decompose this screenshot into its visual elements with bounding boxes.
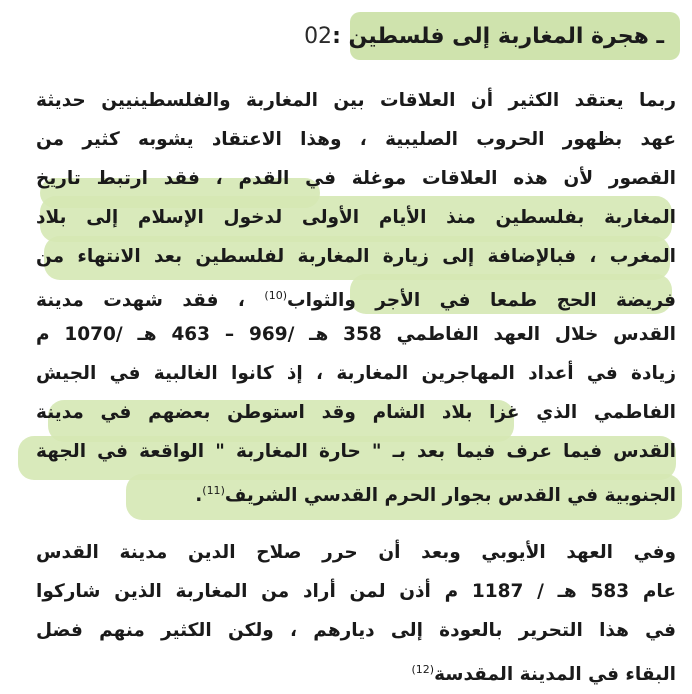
section-heading [304, 12, 680, 60]
text-line: عهد بظهور الحروب الصليبية ، وهذا الاعتقاد يشوبه كثير من [36, 129, 676, 150]
line6-tail: ، فقد شهدت مدينة [36, 290, 245, 312]
text-line-last [36, 472, 676, 510]
text-line: القصور لأن هذه العلاقات موغلة في القدم ، فقد ارتبط تاريخ [36, 168, 676, 189]
text-line-last [36, 651, 676, 689]
section-number: 02 [304, 23, 333, 49]
text-line: عام 583 هـ / 1187 م أذن لمن أراد من المغاربة الذين شاركوا [36, 581, 676, 602]
text-line: الفاطمي الذي غزا بلاد الشام وقد استوطن بعضهم في مدينة [36, 402, 676, 423]
text-line: القدس خلال العهد الفاطمي 358 هـ /969 – 463 هـ /1070 م [36, 324, 676, 345]
footnote-marker-12[interactable]: (12) [411, 663, 435, 676]
text-line: المغرب ، فبالإضافة إلى زيارة المغاربة لفلسطين بعد الانتهاء من [36, 246, 676, 267]
text-line-with-footnote [36, 277, 676, 315]
text-line: في هذا التحرير بالعودة إلى ديارهم ، ولكن الكثير منهم فضل [36, 620, 676, 641]
paragraph1-end: الجنوبية في القدس بجوار الحرم القدسي الشريف [224, 485, 676, 507]
text-line: القدس فيما عرف فيما بعد بـ " حارة المغاربة " الواقعة في الجهة [36, 441, 676, 462]
text-line: ربما يعتقد الكثير أن العلاقات بين المغاربة والفلسطينيين حديثة [36, 90, 676, 111]
section-title: ـ هجرة المغاربة إلى فلسطين : [332, 23, 664, 49]
text-line: وفي العهد الأيوبي وبعد أن حرر صلاح الدين مدينة القدس [36, 542, 676, 563]
text-line: المغاربة بفلسطين منذ الأيام الأولى لدخول الإسلام إلى بلاد [36, 207, 676, 228]
full-stop: . [195, 485, 203, 507]
footnote-marker-11[interactable]: (11) [202, 484, 225, 497]
line6-head: فريضة الحج طمعا في الأجر والثواب [287, 290, 676, 312]
paragraph2-end: البقاء في المدينة المقدسة [434, 664, 676, 686]
text-line: زيادة في أعداد المهاجرين المغاربة ، إذ كانوا الغالبية في الجيش [36, 363, 676, 384]
footnote-marker-10[interactable]: (10) [264, 289, 287, 302]
